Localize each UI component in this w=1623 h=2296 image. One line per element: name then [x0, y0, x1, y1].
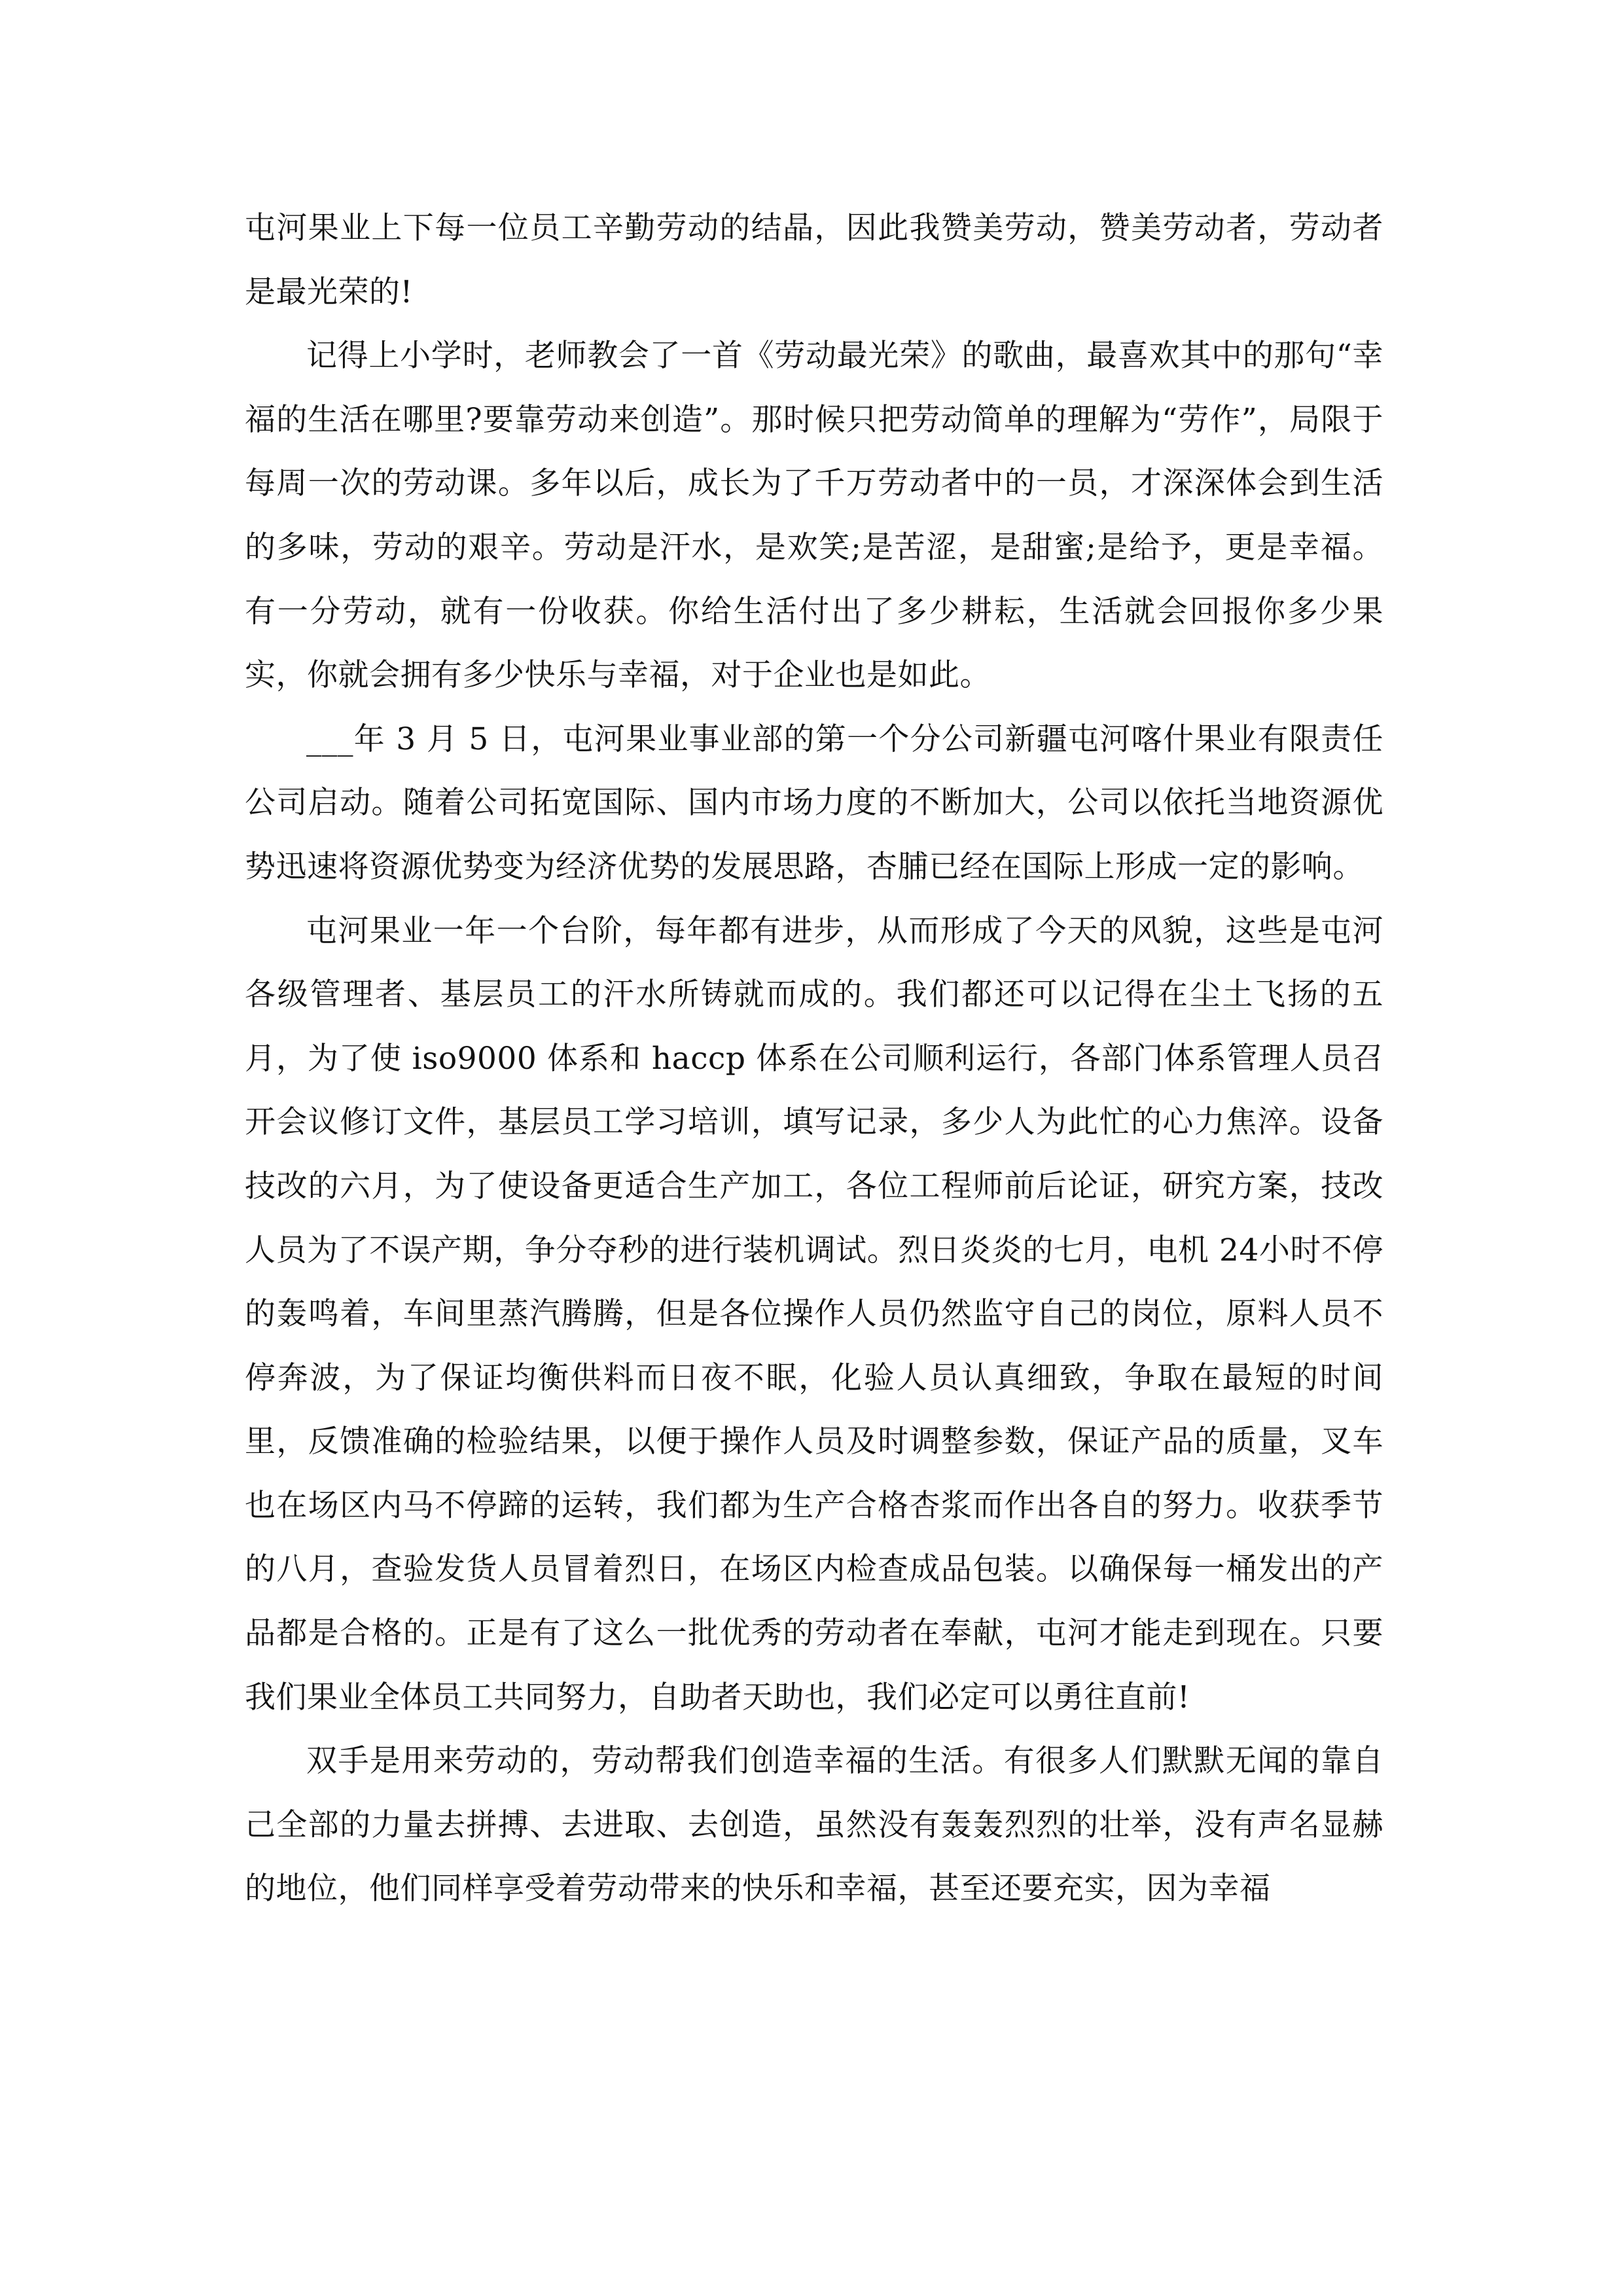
paragraph	[245, 324, 1383, 708]
text-line: 五月，为了使 iso9000 体系和 haccp 体系在公司顺利运行，各部门体系管理人员	[245, 977, 1383, 1077]
text-line: 自己全部的力量去拼搏、去进取、去创造，虽然没有轰轰烈烈的壮举，没有声名	[245, 1743, 1383, 1843]
text-line: 勇往直前!	[1053, 1679, 1190, 1715]
text-line: 者是最光荣的!	[245, 210, 1383, 310]
text-line: 屯河果业一年一个台阶，每年都有进步，从而形成了今天的风貌，这些是屯	[306, 912, 1353, 949]
text-line: “幸福的生活在哪里?要靠劳动来创造”。那时候只把劳动简单的理解为“劳作”，	[245, 338, 1383, 438]
text-line: 双手是用来劳动的，劳动帮我们创造幸福的生活。有很多人们默默无闻的靠	[306, 1743, 1353, 1780]
text-line: 河各级管理者、基层员工的汗水所铸就而成的。我们都还可以记得在尘土飞扬的	[245, 912, 1383, 1013]
text-line: 召开会议修订文件，基层员工学习培训，填写记录，多少人为此忙的心力焦淬。	[245, 1040, 1383, 1141]
text-line: 设备技改的六月，为了使设备更适合生产加工，各位工程师前后论证，研究方案，	[245, 1104, 1383, 1204]
text-line: 小时不停的轰鸣着，车间里蒸汽腾腾，但是各位操作人员仍然监守自己的岗位，	[245, 1232, 1383, 1333]
text-line: 源优势迅速将资源优势变为经济优势的发展思路，杏脯已经在国际上形成一定的	[245, 785, 1383, 885]
paragraph	[245, 708, 1383, 899]
text-line: 影响。	[1270, 848, 1364, 885]
text-line: 技改人员为了不误产期，争分夺秒的进行装机调试。烈日炎炎的七月，电机 24	[245, 1168, 1383, 1268]
paragraph	[245, 899, 1383, 1730]
text-line: 显赫的地位，他们同样享受着劳动带来的快乐和幸福，甚至还要充实，因为幸福	[245, 1806, 1383, 1907]
text-line: 的质量，叉车也在场区内马不停蹄的运转，我们都为生产合格杏浆而作出各自的	[245, 1424, 1384, 1524]
text-line: 努力。收获季节的八月，查验发货人员冒着烈日，在场区内检查成品包装。以确	[245, 1487, 1384, 1588]
text-line: 最短的时间里，反馈准确的检验结果，以便于操作人员及时调整参数，保证产品	[245, 1359, 1384, 1460]
text-line: 会到生活的多味，劳动的艰辛。劳动是汗水，是欢笑;是苦涩，是甜蜜;是给予，	[245, 465, 1384, 565]
text-line: ___年 3 月 5 日，屯河果业事业部的第一个分公司新疆屯河喀什果业有限责	[306, 721, 1353, 757]
text-body	[245, 196, 1383, 1921]
paragraph	[245, 1729, 1383, 1921]
paragraph	[245, 196, 1383, 324]
text-line: 屯河果业上下每一位员工辛勤劳动的结晶，因此我赞美劳动，赞美劳动者，劳动	[245, 210, 1353, 246]
text-line: 更是幸福。有一分劳动，就有一份收获。你给生活付出了多少耕耘，生活就会回	[245, 529, 1383, 630]
text-line: 才能走到现在。只要我们果业全体员工共同努力，自助者天助也，我们必定可以	[245, 1615, 1384, 1715]
text-line: 保每一桶发出的产品都是合格的。正是有了这么一批优秀的劳动者在奉献，屯河	[245, 1551, 1383, 1652]
text-line: 原料人员不停奔波，为了保证均衡供料而日夜不眠，化验人员认真细致，争取在	[245, 1296, 1384, 1396]
text-line: 任公司启动。随着公司拓宽国际、国内市场力度的不断加大，公司以依托当地资	[245, 721, 1383, 821]
text-line: 局限于每周一次的劳动课。多年以后，成长为了千万劳动者中的一员，才深深体	[245, 401, 1383, 502]
text-line: 报你多少果实，你就会拥有多少快乐与幸福，对于企业也是如此。	[245, 593, 1384, 694]
text-line: 记得上小学时，老师教会了一首《劳动最光荣》的歌曲，最喜欢其中的那句	[306, 338, 1336, 374]
